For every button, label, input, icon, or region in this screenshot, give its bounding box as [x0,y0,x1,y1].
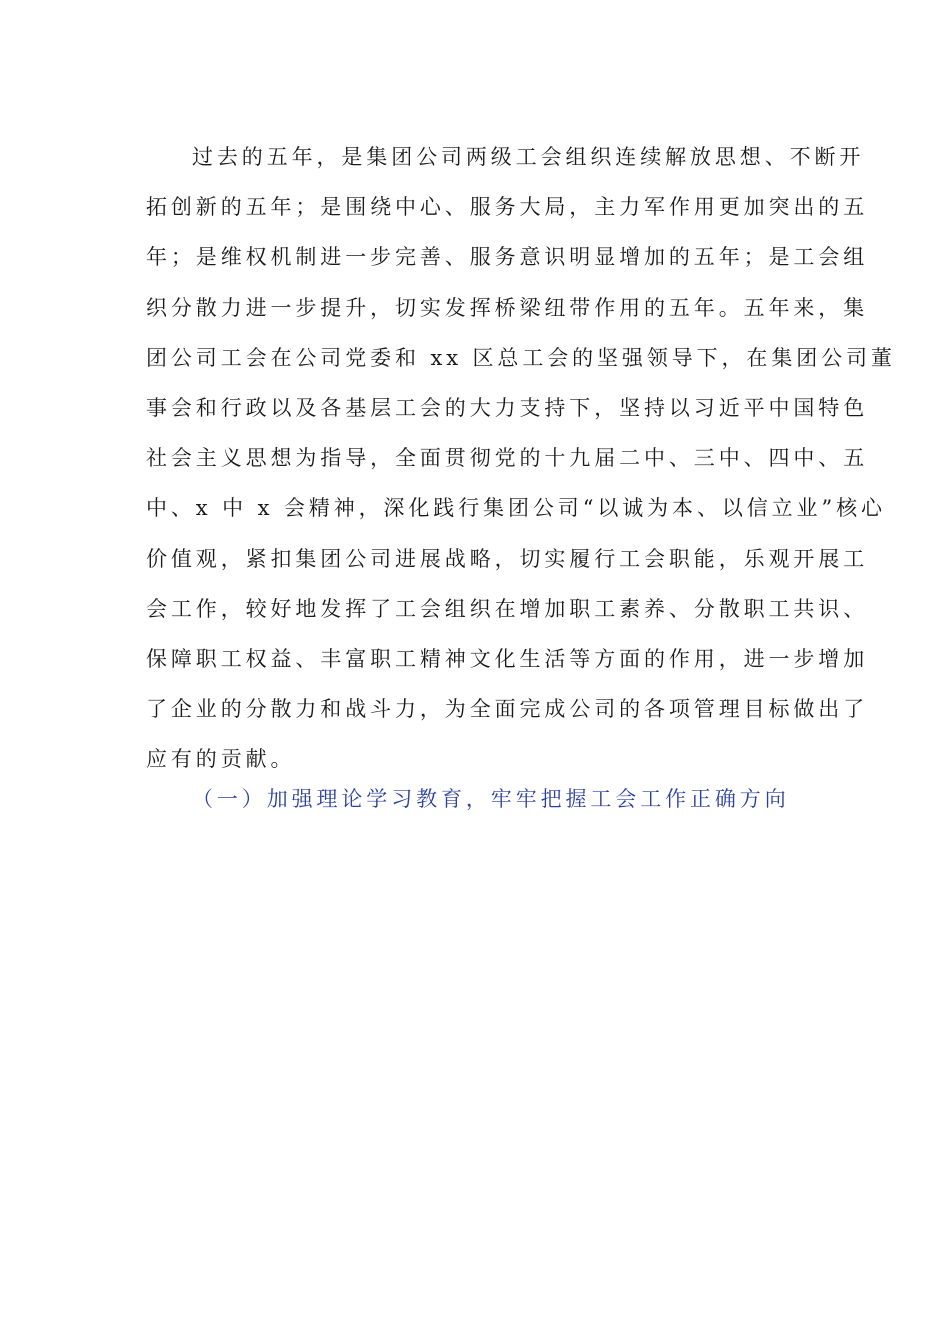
section-heading: （一）加强理论学习教育，牢牢把握工会工作正确方向 [192,787,790,811]
paragraph-line: 过去的五年，是集团公司两级工会组织连续解放思想、不断开 [192,145,865,169]
paragraph-line: 社会主义思想为指导，全面贯彻党的十九届二中、三中、四中、五 [146,446,869,471]
paragraph-line: 拓创新的五年；是围绕中心、服务大局，主力军作用更加突出的五 [146,195,869,220]
paragraph-line: 了企业的分散力和战斗力，为全面完成公司的各项管理目标做出了 [146,697,869,722]
paragraph-line: 应有的贡献。 [146,747,296,772]
paragraph-line: 会工作，较好地发挥了工会组织在增加职工素养、分散职工共识、 [146,596,869,621]
paragraph-line: 价值观，紧扣集团公司进展战略，切实履行工会职能，乐观开展工 [146,546,869,571]
paragraph-line: 保障职工权益、丰富职工精神文化生活等方面的作用，进一步增加 [146,647,869,672]
paragraph-line: 年；是维权机制进一步完善、服务意识明显增加的五年；是工会组 [146,245,869,270]
paragraph-line: 中、x 中 x 会精神，深化践行集团公司“以诚为本、以信立业”核心 [146,496,886,521]
paragraph-line: 事会和行政以及各基层工会的大力支持下，坚持以习近平中国特色 [146,396,869,421]
body-paragraph [146,132,896,785]
paragraph-line: 织分散力进一步提升，切实发挥桥梁纽带作用的五年。五年来，集 [146,295,869,320]
paragraph-line: 团公司工会在公司党委和 xx 区总工会的坚强领导下，在集团公司董 [146,345,896,370]
